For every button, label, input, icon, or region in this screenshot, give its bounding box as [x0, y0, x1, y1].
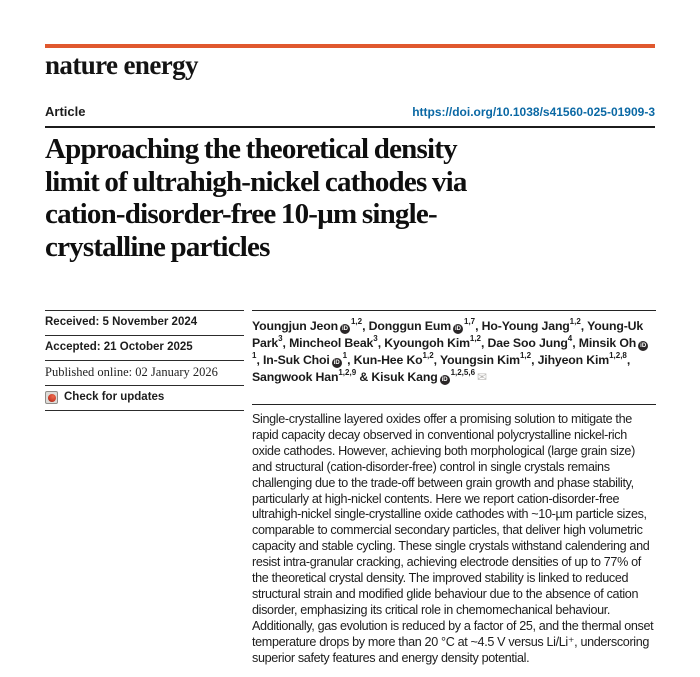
affiliation-superscript: 4 — [567, 334, 573, 343]
author: Young-Uk Park$^3$, — [252, 319, 644, 350]
author-name: Jihyeon Kim — [537, 353, 610, 367]
affiliation-superscript: 1 — [342, 351, 348, 360]
affiliation-superscript: 1,2 — [469, 334, 481, 343]
orcid-icon[interactable]: iD — [341, 326, 348, 332]
author-name: Minsik Oh — [578, 336, 637, 350]
orcid-icon[interactable]: iD — [441, 377, 448, 383]
author: Kyoungoh Kim$^{1,2}$, — [384, 334, 488, 350]
author-name: Ho-Young Jang — [481, 319, 570, 333]
crossmark-icon — [45, 391, 58, 404]
affiliation-superscript: 1,2,5,6 — [450, 368, 476, 377]
orcid-icon[interactable]: iD — [640, 343, 647, 349]
doi-link[interactable]: https://doi.org/10.1038/s41560-025-01909-3 — [412, 105, 655, 119]
affiliation-superscript: 1,2 — [569, 317, 581, 326]
published-online-date: Published online: 02 January 2026 — [45, 360, 244, 385]
author-name: Youngsin Kim — [439, 353, 520, 367]
article-header-row — [45, 104, 655, 128]
author-name: Donggun Eum — [368, 319, 451, 333]
author: Youngsin Kim$^{1,2}$, — [439, 351, 538, 367]
author-name: In-Suk Choi — [263, 353, 330, 367]
author: Sangwook Han$^{1,2,9}$ & — [252, 368, 372, 384]
article-title — [45, 133, 625, 263]
author — [371, 370, 487, 384]
check-for-updates-label: Check for updates — [64, 391, 165, 403]
affiliation-superscript: 1,2 — [422, 351, 434, 360]
abstract-section — [252, 404, 656, 667]
email-icon[interactable]: ✉ — [477, 370, 487, 384]
orcid-icon[interactable]: iD — [333, 360, 340, 366]
title-line: crystalline particles — [45, 230, 270, 263]
accepted-date: Accepted: 21 October 2025 — [45, 335, 244, 360]
affiliation-superscript: 3 — [278, 334, 283, 343]
author: Mincheol Beak$^3$, — [289, 334, 385, 350]
journal-accent-bar — [45, 44, 655, 48]
author: Youngjun Jeon iD$^{1,2}$, — [252, 317, 369, 333]
author-name: Youngjun Jeon — [252, 319, 338, 333]
author-name: Kyoungoh Kim — [384, 336, 470, 350]
author-name: Sangwook Han — [252, 370, 339, 384]
dates-sidebar — [45, 310, 244, 411]
author: Ho-Young Jang$^{1,2}$, — [481, 317, 588, 333]
author: Minsik Oh $iD^1$, — [252, 336, 647, 367]
affiliation-superscript: 1,2,9 — [338, 368, 357, 377]
affiliation-superscript: 1,2 — [519, 351, 532, 360]
author: In-Suk Choi $iD^1$, — [263, 351, 354, 367]
author: Kun-Hee Ko$^{1,2}$, — [353, 351, 440, 367]
check-for-updates-button[interactable] — [45, 385, 244, 411]
author-name: Mincheol Beak — [289, 336, 374, 350]
author: Jihyeon Kim$^{1,2,8}$, — [537, 351, 631, 367]
author: Dae Soo Jung$^4$, — [487, 334, 579, 350]
orcid-icon[interactable]: iD — [455, 326, 461, 332]
article-type-label: Article — [45, 104, 86, 119]
abstract-text: Single-crystalline layered oxides offer a promising solution to mitigate the rapid capacity decay observed in conventional polycrystalline nickel-rich oxide cathodes. However, achieving both morphological (large grain size) and structural (cation-disorder-free) control in single crystals remains challenging due to the trade-off between grain growth and phase stability, particularly at high-nickel contents. Here we report cation-disorder-free ultrahigh-nickel single-crystalline oxide cathodes with ~10-µm particle sizes, comparable to commercial secondary particles, that deliver high volumetric capacity and stable cycling. These single crystals withstand calendering and resist intra-granular cracking, achieving electrode densities of up to 77% of the theoretical crystal density. The improved stability is linked to reduced structural strain and modified glide behaviour due to the absence of cation disorder, emphasizing its critical role in chemomechanical behaviour. Additionally, gas evolution is reduced by a factor of 25, and the thermal onset temperature drops by more than 20 °C at ~4.5 V versus Li/Li⁺, underscoring superior safety features and energy density potential. — [252, 412, 654, 665]
author-name: Kun-Hee Ko — [353, 353, 423, 367]
affiliation-superscript: 1 — [252, 351, 257, 360]
author: Donggun Eum iD$^{1,7}$, — [368, 317, 482, 333]
author-name: Young-Uk Park — [252, 319, 644, 350]
author-name: Kisuk Kang — [371, 370, 438, 384]
title-line: limit of ultrahigh-nickel cathodes via — [45, 165, 467, 198]
received-date: Received: 5 November 2024 — [45, 310, 244, 335]
affiliation-superscript: 3 — [373, 334, 378, 343]
title-line: Approaching the theoretical density — [45, 133, 457, 165]
title-line: cation-disorder-free 10-µm single- — [45, 198, 437, 230]
author-name: Dae Soo Jung — [487, 336, 568, 350]
affiliation-superscript: 1,2 — [350, 317, 363, 326]
author-list — [252, 310, 656, 386]
journal-logo: nature energy — [45, 50, 198, 80]
affiliation-superscript: 1,2,8 — [609, 351, 627, 360]
affiliation-superscript: 1,7 — [464, 317, 476, 326]
